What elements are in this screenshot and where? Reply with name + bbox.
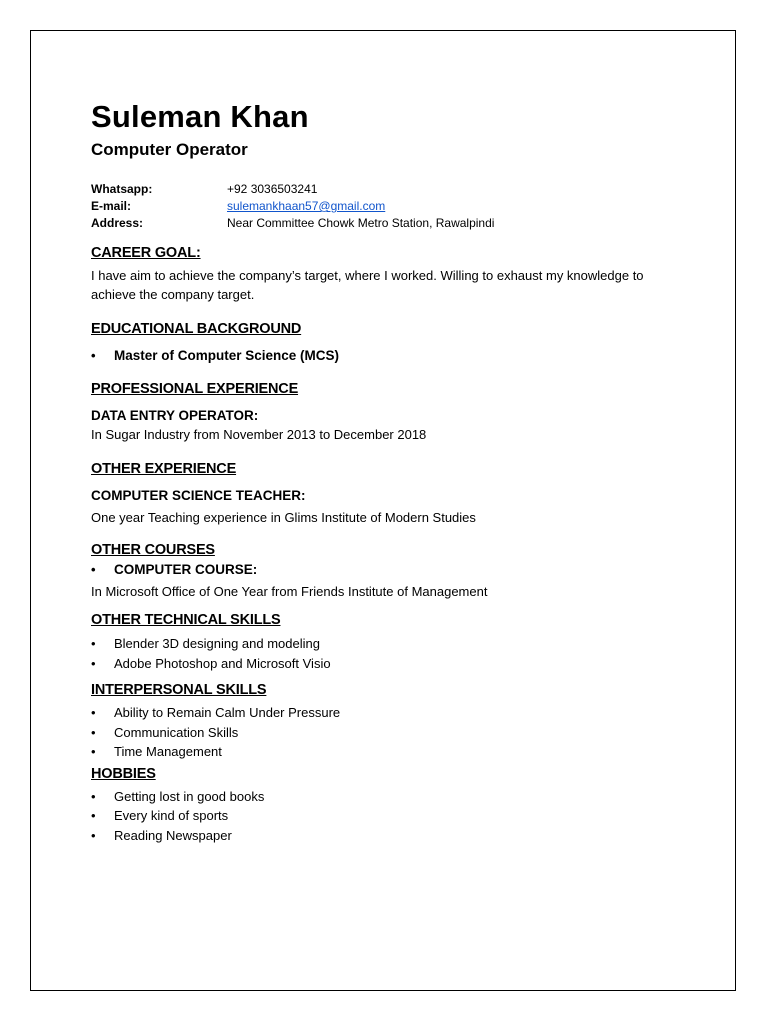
section-title: HOBBIES [91, 765, 156, 782]
list-item-text: Time Management [114, 744, 222, 759]
list-item-text: Master of Computer Science (MCS) [114, 348, 340, 363]
contact-row-address [91, 215, 691, 232]
section-title: EDUCATIONAL BACKGROUND [91, 321, 302, 337]
email-link[interactable]: sulemankhaan57@gmail.com [227, 199, 386, 213]
hobbies-list [91, 787, 691, 846]
bullet-icon: • [91, 561, 96, 577]
contact-label: Address: [91, 216, 144, 230]
list-item [91, 806, 691, 826]
address-value: Near Committee Chowk Metro Station, Rawalpindi [227, 216, 495, 230]
list-item [91, 560, 691, 580]
list-item [91, 787, 691, 807]
interpersonal-skills-list [91, 703, 691, 762]
list-item-text: Every kind of sports [114, 808, 229, 823]
section-hobbies [91, 764, 691, 846]
education-list [91, 346, 691, 366]
resume-page [30, 30, 736, 991]
section-technical-skills [91, 610, 691, 673]
job-description: In Sugar Industry from November 2013 to December 2018 [91, 426, 427, 442]
job-title: COMPUTER SCIENCE TEACHER: [91, 487, 306, 503]
contact-label: Whatsapp: [91, 182, 153, 196]
bullet-icon: • [91, 744, 96, 759]
list-item-text: Blender 3D designing and modeling [114, 636, 320, 651]
career-goal-text: I have aim to achieve the company’s target, where I worked. Willing to exhaust my knowledge to achieve the company target. [91, 268, 644, 302]
bullet-icon: • [91, 636, 96, 651]
whatsapp-number: +92 3036503241 [227, 182, 318, 196]
list-item [91, 654, 691, 674]
section-title: OTHER COURSES [91, 541, 215, 558]
section-professional-experience [91, 379, 691, 444]
list-item-text: COMPUTER COURSE: [114, 561, 258, 577]
list-item-text: Getting lost in good books [114, 788, 265, 804]
contact-row-whatsapp [91, 181, 691, 198]
contact-row-email [91, 198, 691, 215]
bullet-icon: • [91, 788, 96, 804]
technical-skills-list [91, 634, 691, 673]
list-item [91, 346, 691, 366]
candidate-name: Suleman Khan [91, 99, 309, 134]
section-title: OTHER TECHNICAL SKILLS [91, 612, 281, 628]
list-item [91, 826, 691, 846]
bullet-icon: • [91, 655, 96, 671]
bullet-icon: • [91, 348, 96, 363]
list-item [91, 723, 691, 743]
contact-label: E-mail: [91, 199, 132, 213]
list-item [91, 634, 691, 654]
section-title: OTHER EXPERIENCE [91, 460, 237, 477]
section-title: CAREER GOAL: [91, 245, 201, 261]
list-item-text: Adobe Photoshop and Microsoft Visio [114, 655, 331, 671]
job-title: DATA ENTRY OPERATOR: [91, 407, 259, 423]
resume-content [91, 99, 691, 845]
contact-block [91, 181, 691, 232]
section-education [91, 319, 691, 366]
list-item [91, 742, 691, 762]
bullet-icon: • [91, 808, 96, 823]
courses-list [91, 560, 691, 580]
job-description: One year Teaching experience in Glims Institute of Modern Studies [91, 509, 476, 525]
section-title: INTERPERSONAL SKILLS [91, 682, 267, 698]
section-title: PROFESSIONAL EXPERIENCE [91, 380, 299, 397]
course-description: In Microsoft Office of One Year from Friends Institute of Management [91, 584, 488, 599]
section-other-experience [91, 459, 691, 527]
bullet-icon: • [91, 724, 96, 740]
section-career-goal [91, 243, 691, 304]
list-item [91, 703, 691, 723]
bullet-icon: • [91, 705, 96, 720]
section-interpersonal-skills [91, 680, 691, 762]
section-other-courses [91, 540, 691, 602]
email-value [227, 198, 385, 215]
bullet-icon: • [91, 827, 96, 843]
list-item-text: Ability to Remain Calm Under Pressure [114, 705, 341, 720]
candidate-role: Computer Operator [91, 140, 248, 159]
list-item-text: Communication Skills [114, 724, 239, 740]
list-item-text: Reading Newspaper [114, 827, 232, 843]
